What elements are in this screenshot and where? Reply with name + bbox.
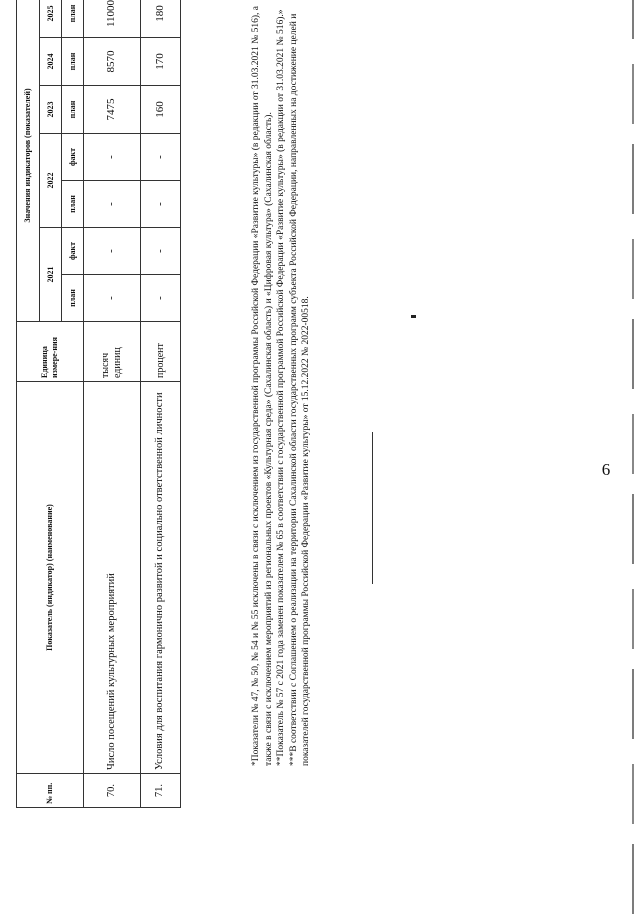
header-plan: план xyxy=(62,0,84,38)
cell-value: - xyxy=(84,228,141,275)
table-row xyxy=(84,0,141,808)
header-fact: факт xyxy=(62,228,84,275)
cell-value: 170 xyxy=(141,38,181,86)
row-unit: процент xyxy=(141,322,181,382)
cell-value: - xyxy=(84,181,141,228)
header-plan: план xyxy=(62,181,84,228)
row-num: 70. xyxy=(84,774,141,808)
cell-value: - xyxy=(141,134,181,181)
footnote: *Показатели № 47, № 50, № 54 и № 55 исключены в связи с исключением из государственной программы Российской Федерации «Развитие культуры» (в редакции от 31.03.2021 № 516), а также в связи с исключением мероприятий из региональных проектов «Культурная среда» (Сахалинская область) и «Цифровая культура» (Сахалинская область). xyxy=(251,6,274,766)
footnote: **Показатель № 57 с 2021 года заменен показателем № 65 в соответствии с государственной программой Российской Федерации «Развитие культуры» (в редакции от 31.03.2021 № 516).» xyxy=(276,9,286,766)
cell-value: - xyxy=(84,134,141,181)
header-plan: план xyxy=(62,38,84,86)
header-year-2025: 2025 xyxy=(40,0,62,38)
row-indicator-name: Число посещений культурных мероприятий xyxy=(84,382,141,774)
header-year-2024: 2024 xyxy=(40,38,62,86)
row-unit: тысяч единиц xyxy=(84,322,141,382)
cell-value: 160 xyxy=(141,86,181,134)
scan-mark xyxy=(411,315,416,318)
header-plan: план xyxy=(62,275,84,322)
header-unit: Единица измере-ния xyxy=(17,322,84,382)
cell-value: - xyxy=(141,275,181,322)
separator-line xyxy=(372,432,373,584)
cell-value: 7475 xyxy=(84,86,141,134)
header-year-2022: 2022 xyxy=(40,134,62,228)
header-year-2021: 2021 xyxy=(40,228,62,322)
scan-edge-strip xyxy=(632,0,634,914)
footnote: ***В соответствии с Соглашением о реализации на территории Сахалинской области государственных программ субъекта Российской Федерации, направленных на достижение целей и показателей государственной программы Российской Федерации «Развитие культуры» от 15.12.2022 № 2022-00518. xyxy=(288,13,311,766)
header-indicator: Показатель (индикатор) (наименование) xyxy=(17,382,84,774)
footnotes xyxy=(250,0,313,766)
cell-value: - xyxy=(84,275,141,322)
cell-value: - xyxy=(141,181,181,228)
indicators-table xyxy=(16,0,181,808)
cell-value: 8570 xyxy=(84,38,141,86)
cell-value: 11000 xyxy=(84,0,141,38)
header-year-2023: 2023 xyxy=(40,86,62,134)
cell-value: 180 xyxy=(141,0,181,38)
cell-value: - xyxy=(141,228,181,275)
page-number: 6 xyxy=(601,459,611,479)
row-indicator-name: Условия для воспитания гармонично развитой и социально ответственной личности xyxy=(141,382,181,774)
header-fact: факт xyxy=(62,134,84,181)
table-row xyxy=(141,0,181,808)
header-values-group: Значения индикаторов (показателей) xyxy=(17,0,40,322)
header-plan: план xyxy=(62,86,84,134)
header-num: № пп. xyxy=(17,774,84,808)
row-num: 71. xyxy=(141,774,181,808)
